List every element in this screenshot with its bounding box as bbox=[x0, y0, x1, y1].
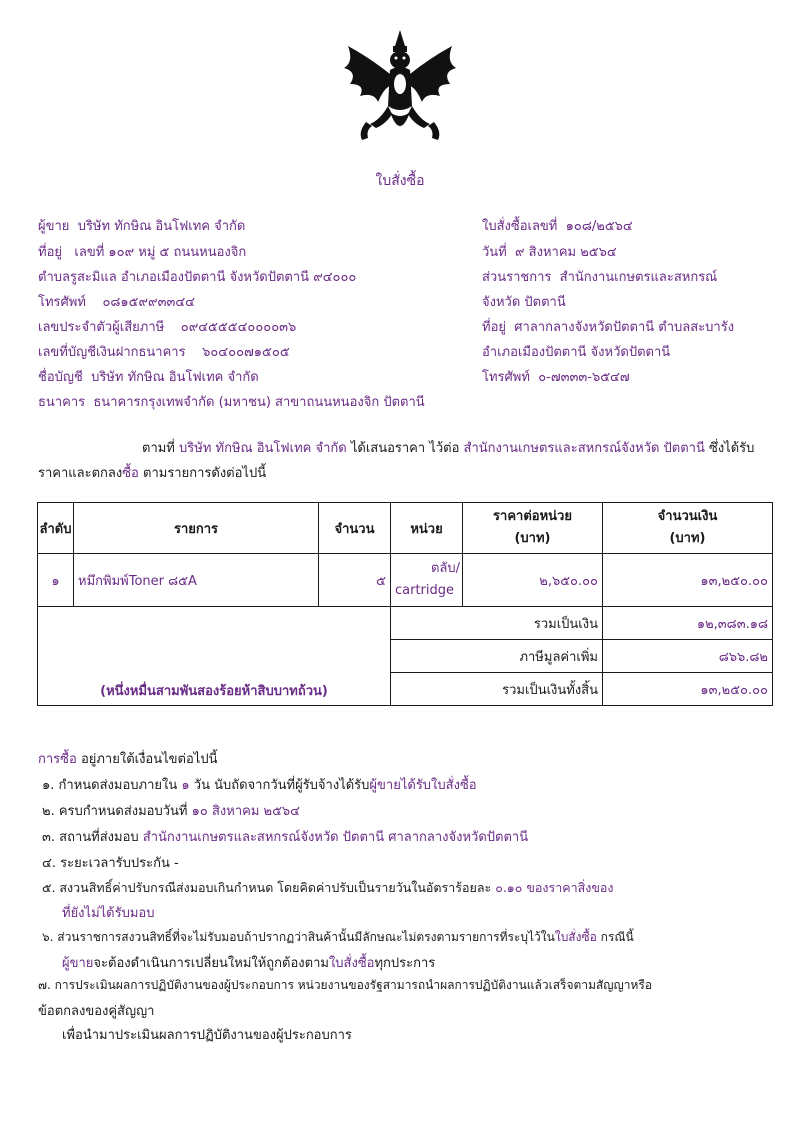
header-qty: จำนวน bbox=[319, 503, 391, 554]
condition-1 bbox=[42, 774, 477, 795]
header-unit-price-2: (บาท) bbox=[514, 531, 551, 546]
header-unit-price bbox=[463, 503, 603, 554]
vat-value: ๘๖๖.๘๒ bbox=[603, 640, 773, 673]
c1-d: ผู้ขายได้รับใบสั่งซื้อ bbox=[369, 778, 477, 793]
header-no: ลำดับ bbox=[38, 503, 74, 554]
order-agency: สำนักงานเกษตรและสหกรณ์ bbox=[559, 270, 718, 285]
condition-3 bbox=[42, 826, 528, 847]
total-label: รวมเป็นเงินทั้งสิ้น bbox=[391, 673, 603, 706]
seller-acc-name-line bbox=[38, 366, 259, 387]
row-no: ๑ bbox=[38, 554, 74, 607]
c4-a: ๔. ระยะเวลารับประกัน bbox=[42, 856, 170, 871]
condition-7-cont: ข้อตกลงของคู่สัญญา bbox=[38, 1004, 155, 1019]
header-unit: หน่วย bbox=[391, 503, 463, 554]
table-header-row bbox=[38, 503, 773, 554]
order-province: ปัตตานี bbox=[524, 295, 566, 310]
c6-f: ใบสั่งซื้อ bbox=[328, 956, 375, 971]
total-words: (หนึ่งหมื่นสามพันสองร้อยห้าสิบบาทถ้วน) bbox=[100, 684, 328, 699]
c1-a: ๑. กำหนดส่งมอบภายใน bbox=[42, 778, 178, 793]
seller-bank-acc-line bbox=[38, 341, 290, 362]
c5-a: ๕. สงวนสิทธิ์ค่าปรับกรณีส่งมอบเกินกำหนด โดยคิดค่าปรับเป็นรายวันในอัตราร้อยละ bbox=[42, 880, 492, 895]
row-unit-2: cartridge bbox=[395, 583, 455, 598]
row-unit bbox=[391, 554, 463, 607]
subtotal-row bbox=[38, 607, 773, 640]
order-number-line bbox=[482, 215, 633, 236]
order-province-line bbox=[482, 291, 566, 312]
c2-a: ๒. ครบกำหนดส่งมอบวันที่ bbox=[42, 804, 188, 819]
order-address-line1 bbox=[482, 316, 734, 337]
c6-e: จะต้องดำเนินการเปลี่ยนใหม่ให้ถูกต้องตาม bbox=[93, 956, 329, 971]
order-number: ๑๐๘/๒๕๖๔ bbox=[565, 219, 633, 234]
seller-address1: เลขที่ ๑๐๙ หมู่ ๕ ถนนหนองจิก bbox=[74, 245, 247, 260]
subtotal-label: รวมเป็นเงิน bbox=[391, 607, 603, 640]
order-address-line2: อำเภอเมืองปัตตานี จังหวัดปัตตานี bbox=[482, 345, 671, 360]
c4-b: - bbox=[174, 856, 179, 871]
c6-b: ใบสั่งซื้อ bbox=[554, 930, 597, 944]
order-date-line bbox=[482, 241, 617, 262]
document-title: ใบสั่งซื้อ bbox=[375, 173, 425, 189]
header-item: รายการ bbox=[74, 503, 319, 554]
table-row bbox=[38, 554, 773, 607]
seller-address-label: ที่อยู่ bbox=[38, 245, 62, 260]
order-phone-line bbox=[482, 366, 630, 387]
c6-a: ๖. ส่วนราชการสงวนสิทธิ์ที่จะไม่รับมอบถ้าปรากฏว่าสินค้านั้นมีลักษณะไม่ตรงตามรายการที่ระบุไว้ใน bbox=[42, 930, 555, 944]
intro-line2b: ซื้อ bbox=[122, 466, 139, 481]
conditions-heading-b: อยู่ภายใต้เงื่อนไขต่อไปนี้ bbox=[80, 752, 218, 767]
seller-bank-acc: ๖๐๔๐๐๗๑๕๐๕ bbox=[202, 345, 290, 360]
c2-b: ๑๐ สิงหาคม ๒๕๖๔ bbox=[191, 804, 301, 819]
garuda-emblem-icon bbox=[340, 28, 460, 143]
order-number-label: ใบสั่งซื้อเลขที่ bbox=[482, 219, 558, 234]
seller-name-line bbox=[38, 215, 245, 236]
header-amount bbox=[603, 503, 773, 554]
row-item: หมึกพิมพ์Toner ๘๕A bbox=[74, 554, 319, 607]
header-amount-2: (บาท) bbox=[669, 531, 706, 546]
condition-6 bbox=[42, 928, 634, 947]
intro-line1 bbox=[142, 437, 754, 458]
c1-b: ๑ bbox=[181, 778, 190, 793]
row-unit-price: ๒,๖๕๐.๐๐ bbox=[463, 554, 603, 607]
seller-phone: ๐๘๑๕๙๙๓๓๔๔ bbox=[102, 295, 196, 310]
order-agency-line bbox=[482, 266, 717, 287]
header-unit-price-1: ราคาต่อหน่วย bbox=[493, 509, 572, 524]
c5-b: ๐.๑๐ bbox=[495, 880, 523, 895]
order-address-label: ที่อยู่ bbox=[482, 320, 506, 335]
seller-phone-label: โทรศัพท์ bbox=[38, 295, 86, 310]
order-date-label: วันที่ bbox=[482, 245, 507, 260]
conditions-heading-a: การซื้อ bbox=[38, 752, 77, 767]
intro-line2 bbox=[38, 462, 266, 483]
condition-5 bbox=[42, 878, 614, 898]
conditions-heading bbox=[38, 748, 217, 769]
items-table bbox=[37, 502, 773, 706]
intro-company: บริษัท ทักษิณ อินโฟเทค จำกัด bbox=[179, 441, 347, 456]
seller-address-line2: ตำบลรูสะมิแล อำเภอเมืองปัตตานี จังหวัดปัตตานี ๙๔๐๐๐ bbox=[38, 270, 357, 285]
order-phone: ๐-๗๓๓๓-๖๕๔๗ bbox=[538, 370, 630, 385]
c6-d: ผู้ขาย bbox=[62, 956, 94, 971]
order-address1: ศาลากลางจังหวัดปัตตานี ตำบลสะบารัง bbox=[514, 320, 735, 335]
c3-a: ๓. สถานที่ส่งมอบ bbox=[42, 830, 139, 845]
condition-4 bbox=[42, 852, 179, 873]
seller-address-line1 bbox=[38, 241, 246, 262]
c6-g: ทุกประการ bbox=[374, 956, 436, 971]
header-amount-1: จำนวนเงิน bbox=[657, 509, 718, 524]
intro-p2: ได้เสนอราคา ไว้ต่อ bbox=[350, 441, 460, 456]
seller-name-label: ผู้ขาย bbox=[38, 219, 70, 234]
total-value: ๑๓,๒๕๐.๐๐ bbox=[603, 673, 773, 706]
condition-7-cont2: เพื่อนำมาประเมินผลการปฏิบัติงานของผู้ประกอบการ bbox=[62, 1028, 352, 1043]
row-qty: ๕ bbox=[319, 554, 391, 607]
intro-line2a: ราคาและตกลง bbox=[38, 466, 123, 481]
row-unit-1: ตลับ/ bbox=[430, 561, 460, 576]
c1-c: วัน นับถัดจากวันที่ผู้รับจ้างได้รับ bbox=[193, 778, 370, 793]
order-date: ๙ สิงหาคม ๒๕๖๔ bbox=[515, 245, 617, 260]
order-agency-label: ส่วนราชการ bbox=[482, 270, 552, 285]
seller-acc-name-label: ชื่อบัญชี bbox=[38, 370, 83, 385]
seller-tax-line bbox=[38, 316, 296, 337]
seller-bank-acc-label: เลขที่บัญชีเงินฝากธนาคาร bbox=[38, 345, 186, 360]
order-phone-label: โทรศัพท์ bbox=[482, 370, 530, 385]
condition-2 bbox=[42, 800, 300, 821]
c5-c: ของราคาสิ่งของ bbox=[526, 880, 614, 895]
intro-line2c: ตามรายการดังต่อไปนี้ bbox=[143, 466, 267, 481]
seller-phone-line bbox=[38, 291, 195, 312]
intro-p3: ซึ่งได้รับ bbox=[709, 441, 755, 456]
seller-bank: ธนาคารกรุงเทพจำกัด (มหาชน) สาขาถนนหนองจิก ปัตตานี bbox=[93, 395, 425, 410]
seller-name: บริษัท ทักษิณ อินโฟเทค จำกัด bbox=[77, 219, 246, 234]
intro-p1: ตามที่ bbox=[142, 441, 175, 456]
seller-tax-label: เลขประจำตัวผู้เสียภาษี bbox=[38, 320, 165, 335]
seller-tax-id: ๐๙๔๕๕๕๔๐๐๐๐๓๖ bbox=[180, 320, 297, 335]
row-amount: ๑๓,๒๕๐.๐๐ bbox=[603, 554, 773, 607]
seller-bank-label: ธนาคาร bbox=[38, 395, 86, 410]
condition-6-cont bbox=[62, 952, 435, 973]
seller-acc-name: บริษัท ทักษิณ อินโฟเทค จำกัด bbox=[91, 370, 259, 385]
c6-c: กรณีนี้ bbox=[600, 930, 634, 944]
vat-label: ภาษีมูลค่าเพิ่ม bbox=[391, 640, 603, 673]
condition-7: ๗. การประเมินผลการปฏิบัติงานของผู้ประกอบการ หน่วยงานของรัฐสามารถนำผลการปฏิบัติงานแล้วเสร็จตามสัญญาหรือ bbox=[38, 978, 653, 992]
seller-bank-line bbox=[38, 391, 425, 412]
condition-5-cont: ที่ยังไม่ได้รับมอบ bbox=[62, 906, 155, 921]
intro-agency: สำนักงานเกษตรและสหกรณ์จังหวัด ปัตตานี bbox=[463, 441, 705, 456]
subtotal-value: ๑๒,๓๘๓.๑๘ bbox=[603, 607, 773, 640]
order-province-label: จังหวัด bbox=[482, 295, 521, 310]
c3-b: สำนักงานเกษตรและสหกรณ์จังหวัด ปัตตานี ศาลากลางจังหวัดปัตตานี bbox=[142, 830, 529, 845]
total-words-cell bbox=[38, 607, 391, 706]
